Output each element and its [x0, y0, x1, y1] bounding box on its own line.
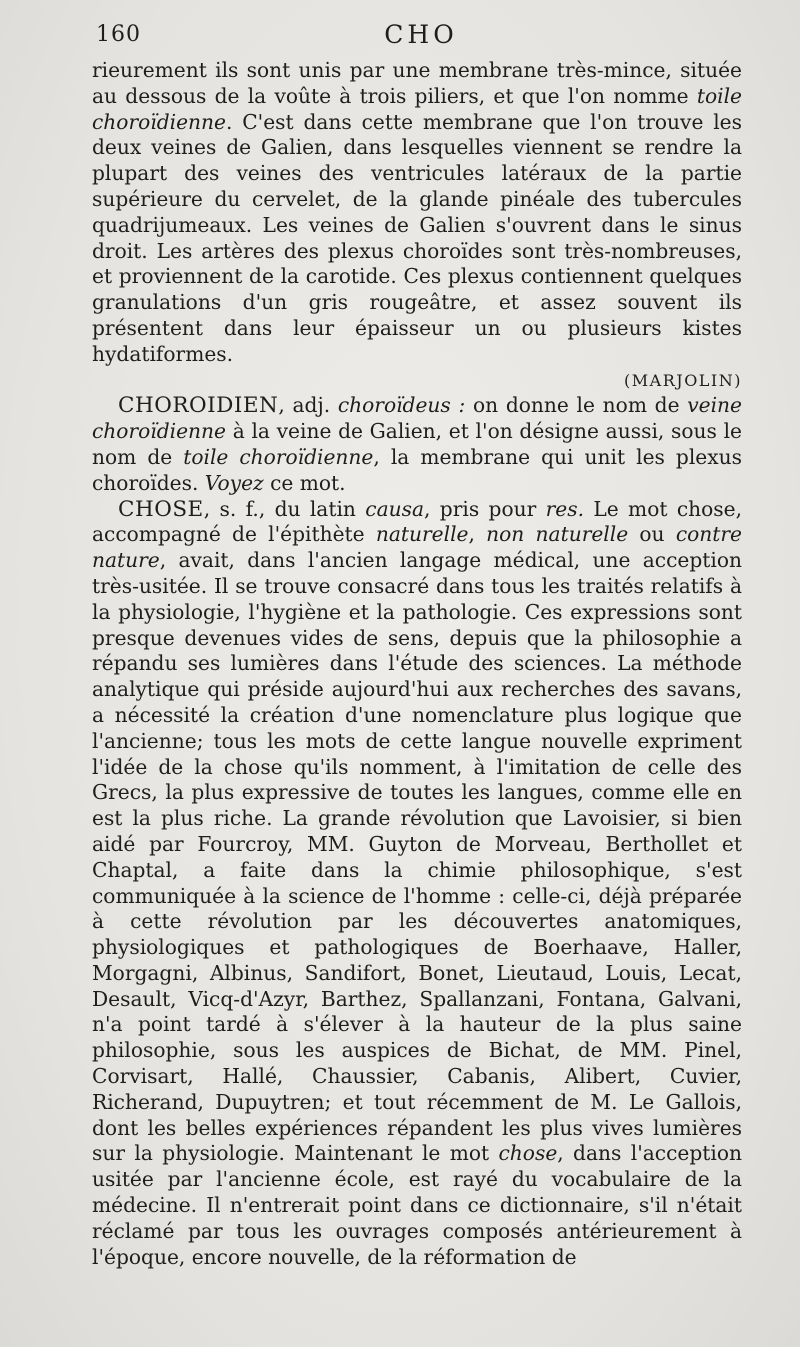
text-run: à la veine de Galien, et l'on désigne aussi, sous le nom de [92, 419, 742, 469]
entry-headword: CHOROIDIEN [118, 393, 279, 419]
text-run: ou [628, 522, 676, 547]
signature-line [92, 368, 742, 394]
italic-term: causa [365, 496, 425, 521]
italic-term: toile choroïdienne [183, 444, 374, 469]
text-run: . C'est dans cette membrane que l'on trouve les deux veines de Galien, dans lesquelles viennent se rendre la plupart des veines des ventricules latéraux de la partie supérieure du cervelet, de la glande pinéale des tubercules quadrijumeaux. Les veines de Galien s'ouvrent dans le sinus droit. Les artères des plexus choroïdes sont très-nombreuses, et proviennent de la carotide. Ces plexus contiennent quelques granulations d'un gris rougeâtre, et assez souvent ils présentent dans leur épaisseur un ou plusieurs kistes hydatiformes. [92, 109, 742, 366]
italic-term: Voyez [204, 470, 264, 495]
page-number: 160 [96, 22, 141, 47]
entry-choroidien [92, 393, 742, 496]
italic-term: non naturelle [486, 522, 629, 547]
body-text [92, 58, 742, 1270]
text-run: , dans l'acception usitée par l'ancienne école, est rayé du vocabulaire de la médecine. Il n'entrerait point dans ce dictionnaire, s'il n'était réclamé par tous les ouvrages composés antérieurement à l'époque, encore nouvelle, de la réformation de [92, 1141, 742, 1269]
text-run: on donne le nom de [465, 393, 688, 418]
italic-term: contre nature [92, 522, 742, 573]
italic-term: choroïdeus : [337, 393, 466, 418]
text-run: , pris pour [424, 496, 546, 521]
entry-chose [92, 497, 742, 1271]
page-header [96, 20, 746, 54]
author-signature: (MARJOLIN) [624, 370, 742, 390]
text-run: , adj. [278, 393, 338, 418]
continuation-paragraph [92, 58, 742, 393]
italic-term: toile choroïdienne [92, 83, 742, 134]
text-run: , s. f., du latin [203, 496, 366, 521]
italic-term: naturelle [375, 522, 469, 547]
italic-term: veine choroïdienne [92, 393, 742, 444]
text-run: , la membrane qui unit les plexus choroïdes. [92, 444, 742, 495]
italic-term: res. [545, 496, 584, 521]
text-run: , avait, dans l'ancien langage médical, une acception très-usitée. Il se trouve consacré dans tous les traités relatifs à la physiologie, l'hygiène et la pathologie. Ces expressions sont presque devenues vides de sens, depuis que la philosophie a répandu ses lumières dans l'étude des sciences. La méthode analytique qui préside aujourd'hui aux recherches des savans, a nécessité la création d'une nomenclature plus logique que l'ancienne; tous les mots de cette langue nouvelle expriment l'idée de la chose qu'ils nomment, à l'imitation de celle des Grecs, la plus expressive de toutes les langues, comme elle en est la plus riche. La grande révolution que Lavoisier, si bien aidé par Fourcroy, MM. Guyton de Morveau, Berthollet et Chaptal, a faite dans la chimie philosophique, s'est communiquée à la science de l'homme : celle-ci, déjà préparée à cette révolution par les découvertes anatomiques, physiologiques et pathologiques de Boerhaave, Haller, Morgagni, Albinus, Sandifort, Bonet, Lieutaud, Louis, Lecat, Desault, Vicq-d'Azyr, Barthez, Spallanzani, Fontana, Galvani, n'a point tardé à s'élever à la hauteur de la plus saine philosophie, sous les auspices de Bichat, de MM. Pinel, Corvisart, Hallé, Chaussier, Cabanis, Alibert, Cuvier, Richerand, Dupuytren; et tout récemment de M. Le Gallois, dont les belles expériences répandent les plus vives lumières sur la physiologie. Maintenant le mot [92, 548, 742, 1166]
italic-term: chose [498, 1141, 558, 1166]
text-run: rieurement ils sont unis par une membrane très-mince, située au dessous de la voûte à trois piliers, et que l'on nomme [92, 58, 742, 108]
text-run: ce mot. [263, 470, 346, 495]
text-run: Le mot chose, accompagné de l'épithète [92, 496, 742, 547]
running-head: CHO [384, 20, 458, 49]
text-run: , [468, 522, 487, 547]
entry-headword: CHOSE [118, 496, 204, 522]
